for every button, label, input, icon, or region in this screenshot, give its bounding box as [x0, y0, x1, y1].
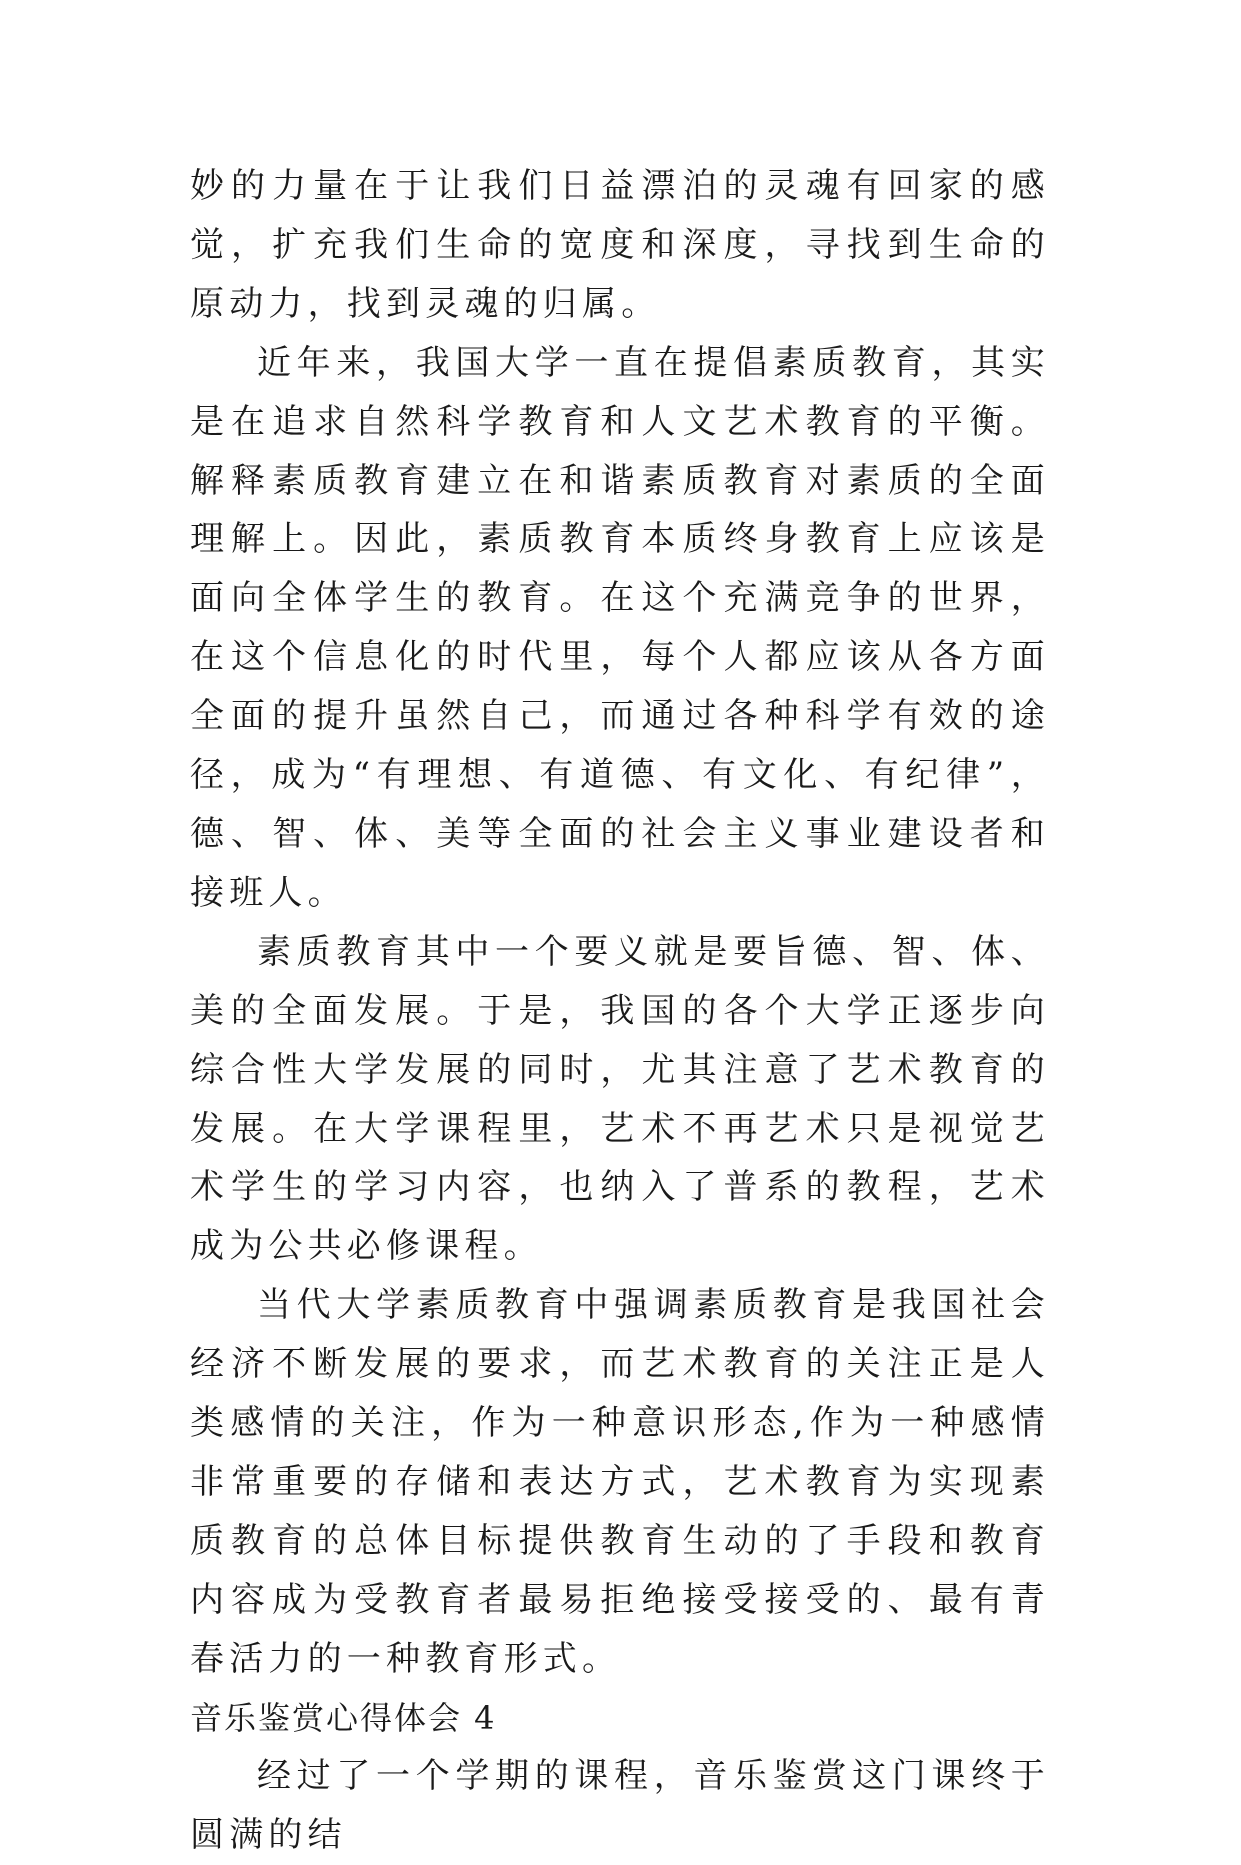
- paragraph-contemporary-university: 当代大学素质教育中强调素质教育是我国社会经济不断发展的要求，而艺术教育的关注正是人类感情的关注，作为一种意识形态,作为一种感情非常重要的存储和表达方式，艺术教育为实现素质教育的总体目标提供教育生动的了手段和教育内容成为受教育者最易拒绝接受接受的、最有青春活力的一种教育形式。: [190, 1285, 1050, 1679]
- paragraph-course-intro: 经过了一个学期的课程，音乐鉴赏这门课终于圆满的结: [190, 1756, 1050, 1856]
- paragraph-continued: 妙的力量在于让我们日益漂泊的灵魂有回家的感觉，扩充我们生命的宽度和深度，寻找到生命的原动力，找到灵魂的归属。: [190, 166, 1050, 324]
- section-heading: 音乐鉴赏心得体会 4: [190, 1698, 497, 1737]
- paragraph-art-education-development: 素质教育其中一个要义就是要旨德、智、体、美的全面发展。于是，我国的各个大学正逐步向综合性大学发展的同时，尤其注意了艺术教育的发展。在大学课程里，艺术不再艺术只是视觉艺术学生的学习内容，也纳入了普系的教程，艺术成为公共必修课程。: [190, 931, 1050, 1267]
- document-body: [190, 157, 1050, 1865]
- paragraph-quality-education: 近年来，我国大学一直在提倡素质教育，其实是在追求自然科学教育和人文艺术教育的平衡。解释素质教育建立在和谐素质教育对素质的全面理解上。因此，素质教育本质终身教育上应该是面向全体学生的教育。在这个充满竞争的世界，在这个信息化的时代里，每个人都应该从各方面全面的提升虽然自己，而通过各种科学有效的途径，成为“有理想、有道德、有文化、有纪律”，德、智、体、美等全面的社会主义事业建设者和接班人。: [190, 342, 1050, 913]
